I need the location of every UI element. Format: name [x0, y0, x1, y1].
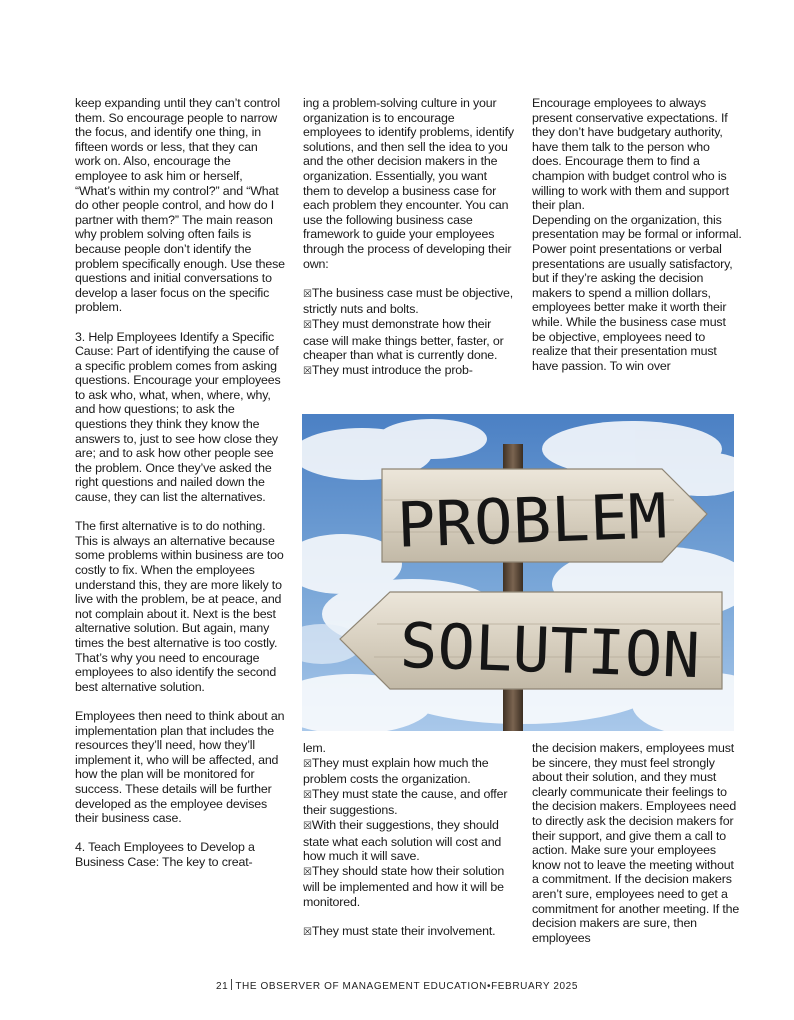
checkbox-bullet-icon: ☒	[303, 758, 312, 770]
bullet-item: ☒The business case must be objective, strictly nuts and bolts.	[303, 285, 514, 317]
paragraph: lem.	[303, 741, 326, 755]
bullet-item: ☒They must demonstrate how their case will make things better, faster, or cheaper than what is currently done.	[303, 316, 504, 363]
paragraph: Encourage employees to always present conservative expectations. If they don’t have budgetary authority, have them talk to the person who does. Encourage them to find a champion with budget control who is willing to work with them and support their plan.	[532, 96, 729, 213]
bullet-item: ☒They must introduce the prob-	[303, 362, 473, 377]
bullet-item: ☒They must explain how much the problem costs the organization.	[303, 755, 489, 787]
issue-date: FEBRUARY 2025	[491, 981, 578, 992]
article-column-2-top	[303, 96, 515, 379]
footer-bullet: •	[486, 981, 492, 992]
article-column-1	[75, 96, 286, 869]
checkbox-bullet-icon: ☒	[303, 319, 312, 331]
paragraph: keep expanding until they can’t control them. So encourage people to narrow the focus, and identify one thing, in fifteen words or less, that they can work on. Also, encourage the employee to ask him or herself, “What’s within my control?” and “What do other people control, and how do I partner with them?” The main reason why problem solving often fails is because people don’t identify the problem specifically enough. Use these questions and initial conversations to develop a laser focus on the specific problem.	[75, 96, 285, 315]
checkbox-bullet-icon: ☒	[303, 927, 312, 939]
bullet-item: ☒With their suggestions, they should state what each solution will cost and how much it will save.	[303, 817, 502, 864]
page-number: 21	[216, 981, 229, 992]
publication-name: THE OBSERVER OF MANAGEMENT EDUCATION	[235, 981, 487, 992]
footer-divider	[231, 979, 232, 990]
problem-solution-signpost-photo	[302, 414, 734, 731]
article-column-3-bottom	[532, 741, 742, 945]
checkbox-bullet-icon: ☒	[303, 866, 312, 878]
paragraph: 4. Teach Employees to Develop a Business Case: The key to creat-	[75, 840, 255, 869]
sign-problem-text: PROBLEM	[395, 479, 660, 562]
paragraph: Employees then need to think about an implementation plan that includes the resources they’ll need, how they’ll implement it, who will be affected, and how the plan will be monitored for success. These details will be further developed as the employee devises their business case.	[75, 708, 285, 826]
checkbox-bullet-icon: ☒	[303, 820, 312, 832]
paragraph: Depending on the organization, this presentation may be formal or informal. Power point presentations or verbal presentations are usually satisfactory, but if they’re asking the decision makers to spend a million dollars, employees better make it worth their while. While the business case must be objective, employees need to realize that their presentation must have passion. To win over	[532, 212, 742, 373]
article-column-3-top	[532, 96, 742, 373]
article-column-2-bottom	[303, 741, 515, 941]
bullet-item: ☒They must state their involvement.	[303, 924, 496, 939]
paragraph: 3. Help Employees Identify a Specific Cause: Part of identifying the cause of a specific problem comes from asking questions. Encourage your employees to ask who, what, when, where, why, and how questions; to ask the questions they think they know the answers to, just to see how close they are; and to ask how other people see the problem. Once they’ve asked the right questions and nailed down the cause, they can list the alternatives.	[75, 329, 281, 505]
checkbox-bullet-icon: ☒	[303, 789, 312, 801]
sign-solution-text: SOLUTION	[398, 608, 700, 693]
page-footer	[0, 979, 794, 992]
bullet-item: ☒They must state the cause, and offer their suggestions.	[303, 786, 508, 818]
checkbox-bullet-icon: ☒	[303, 288, 312, 300]
paragraph: the decision makers, employees must be sincere, they must feel strongly about their solution, and they must clearly communicate their feelings to the decision makers. Employees need to directly ask the decision makers for their support, and give them a call to action. Make sure your employees know not to leave the meeting without a commitment. If the decision makers aren’t sure, employees need to get a commitment for another meeting. If the decision makers are sure, then employees	[532, 741, 740, 945]
paragraph: The first alternative is to do nothing. This is always an alternative because some problems within business are too costly to fix. When the employees understand this, they are more likely to live with the problem, be at peace, and not complain about it. Next is the best alternative solution. But again, many times the best alternative is too costly. That’s why you need to encourage employees to also identify the second best alternative solution.	[75, 519, 284, 694]
bullet-item: ☒They should state how their solution will be implemented and how it will be monitored.	[303, 863, 505, 909]
checkbox-bullet-icon: ☒	[303, 365, 312, 377]
paragraph: ing a problem-solving culture in your organization is to encourage employees to identify problems, identify solutions, and then sell the idea to you and the other decision makers in the organization. Essentially, you want them to develop a business case for each problem they encounter. You can use the following business case framework to guide your employees through the process of developing their own:	[303, 96, 514, 271]
